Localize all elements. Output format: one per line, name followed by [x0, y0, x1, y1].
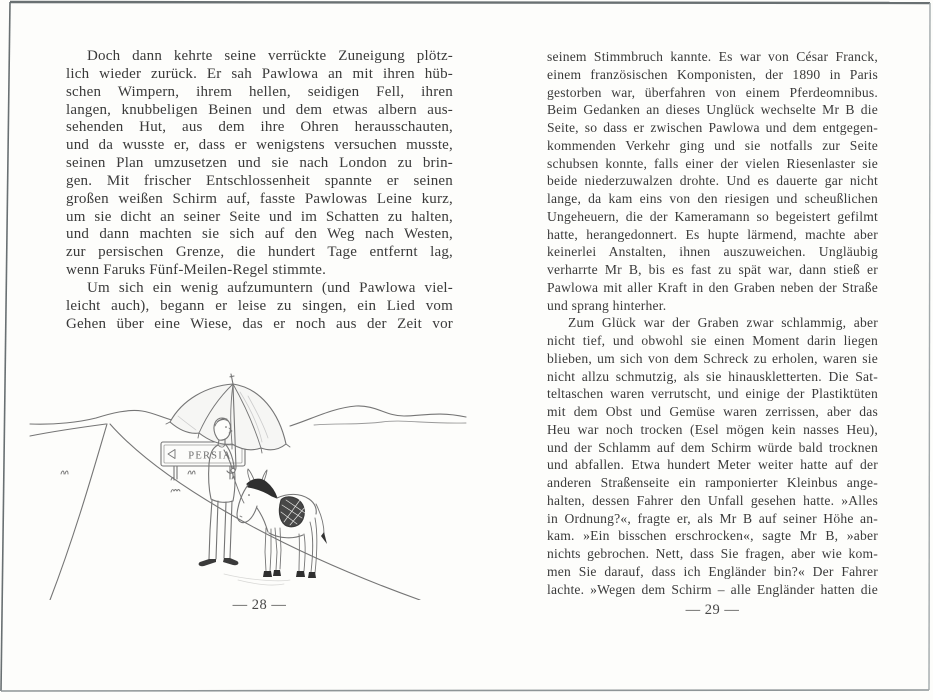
paragraph — [66, 48, 453, 280]
text-line: und da wusste er, dass er wenigstens versuchen musste, — [66, 137, 453, 154]
text-line: und dann machten sie sich auf den Weg nach Westen, — [66, 226, 453, 243]
text-line: mit dem Obst und Gemüse waren zerrissen, aber das — [547, 404, 878, 419]
text-line: anderen Straßenseite ein ramponierter Kleinbus ange- — [547, 475, 878, 490]
text-line: beide niederzuwalzen drohte. Und es dauerte gar nicht — [547, 173, 878, 189]
text-line: und sprang hinterher. — [547, 297, 667, 313]
persia-sign-label: PERSIA — [188, 450, 232, 462]
donkey-umbrella-illustration — [28, 372, 468, 600]
text-line: wenn Faruks Fünf-Meilen-Regel stimmte. — [66, 262, 327, 279]
frame-top-line — [10, 2, 930, 3]
frame-left-line — [1, 2, 10, 691]
text-line: schen Wimpern, ihrem hellen, seidigen Fell, ihren — [66, 83, 453, 100]
text-line: Beim Gedanken an dieses Unglück wechselte Mr B die — [547, 102, 878, 118]
text-line: blieben, um sich von dem Schreck zu erholen, waren sie — [547, 350, 878, 366]
text-line: langen, knubbeligen Beinen und dem etwas albern aus- — [66, 101, 453, 118]
left-page-number: — 28 — — [232, 597, 287, 613]
text-line: einem französischen Komponisten, der 1890 in Paris — [547, 66, 878, 82]
text-line: hatte, herangedonnert. Es hupte lärmend, machte aber — [547, 226, 878, 242]
left-page-text — [66, 48, 453, 334]
right-page-number: — 29 — — [685, 602, 740, 618]
paragraph — [66, 280, 453, 334]
paragraph — [547, 48, 878, 314]
text-line: lange, da kam eins von den riesigen und scheußlichen — [547, 191, 878, 206]
text-line: men Sie darauf, dass ich Engländer bin?« Der Fahrer — [547, 563, 878, 579]
text-line: Ungeheuern, die der Kameramann so begeistert gefilmt — [547, 208, 878, 224]
text-line: um sie dicht an seiner Seite und im Schatten zu halten, — [66, 208, 453, 225]
text-line: Doch dann kehrte seine verrückte Zuneigung plötz- — [87, 48, 453, 64]
text-line: seinen Plan umzusetzen und sie nach London zu brin- — [66, 155, 453, 172]
text-line: Pawlowa mit aller Kraft in den Graben neben der Straße — [547, 279, 878, 295]
text-line: und abfallen. Etwa hundert Meter weiter hatte auf der — [547, 457, 878, 473]
text-line: schubsen konnte, falls einer der vielen Riesenlaster sie — [547, 155, 878, 171]
text-line: Um sich ein wenig aufzumuntern (und Pawlowa viel- — [87, 279, 453, 296]
right-page-text — [547, 48, 878, 598]
text-line: sehenden Hut, aus dem ihre Ohren herausschauten, — [66, 119, 453, 136]
frame-right-line — [929, 3, 930, 690]
text-line: nicht allzu schmutzig, als sie hinauskletterten. Die Sat- — [547, 368, 878, 384]
text-line: Gehen über eine Wiese, das er noch aus der Zeit vor — [66, 315, 453, 332]
frame-bottom-line — [1, 690, 929, 691]
text-line: Seite, so dass er zwischen Pawlowa und dem entgegen- — [547, 120, 878, 135]
text-line: gestorben war, überfahren von einem Pferdeomnibus. — [547, 84, 878, 100]
text-line: Zum Glück war der Graben zwar schlammig, aber — [568, 315, 878, 331]
text-line: halten, dessen Fahrer den Unfall gesehen hatte. »Alles — [547, 492, 878, 508]
text-line: lich wieder zurück. Er sah Pawlowa an mit ihren hüb- — [66, 65, 453, 82]
paragraph — [547, 314, 878, 598]
text-line: Heu war noch trocken (Esel mögen kein nasses Heu), — [547, 421, 878, 437]
text-line: in Ordnung?«, fragte er, als Mr B auf seiner Höhe an- — [547, 510, 878, 526]
text-line: kommenden Verkehr ging und sie notfalls zur Seite — [547, 137, 878, 153]
text-line: teltaschen waren verrutscht, und einige der Plastiktüten — [547, 386, 878, 402]
text-line: nicht tief, und obwohl sie einen Moment darin liegen — [547, 333, 878, 348]
text-line: leicht auch), begann er leise zu singen, ein Lied vom — [66, 297, 453, 314]
text-line: gen. Mit frischer Entschlossenheit spannte er seinen — [66, 172, 453, 189]
text-line: und der Schlamm auf dem Schirm würde bald trocknen — [547, 439, 878, 455]
text-line: nichts gebrochen. Nett, dass Sie fragen, aber wie kom- — [547, 546, 878, 561]
text-line: keinerlei Anstalten, ihnen auszuweichen. Ungläubig — [547, 244, 878, 260]
text-line: zur persischen Grenze, die hundert Tage entfernt lag, — [66, 244, 453, 261]
text-line: seinem Stimmbruch kannte. Es war von César Franck, — [547, 49, 878, 64]
donkey-figure — [237, 469, 327, 578]
text-line: großen weißen Schirm auf, fasste Pawlowas Leine kurz, — [66, 190, 453, 207]
text-line: lachte. »Wegen dem Schirm – alle Engländer hatten die — [547, 581, 878, 597]
text-line: verharrte Mr B, bis es fast zu spät war, dann stieß er — [547, 262, 878, 277]
text-line: kam. »Ein bisschen erschrocken«, sagte Mr B, »aber — [547, 528, 878, 544]
